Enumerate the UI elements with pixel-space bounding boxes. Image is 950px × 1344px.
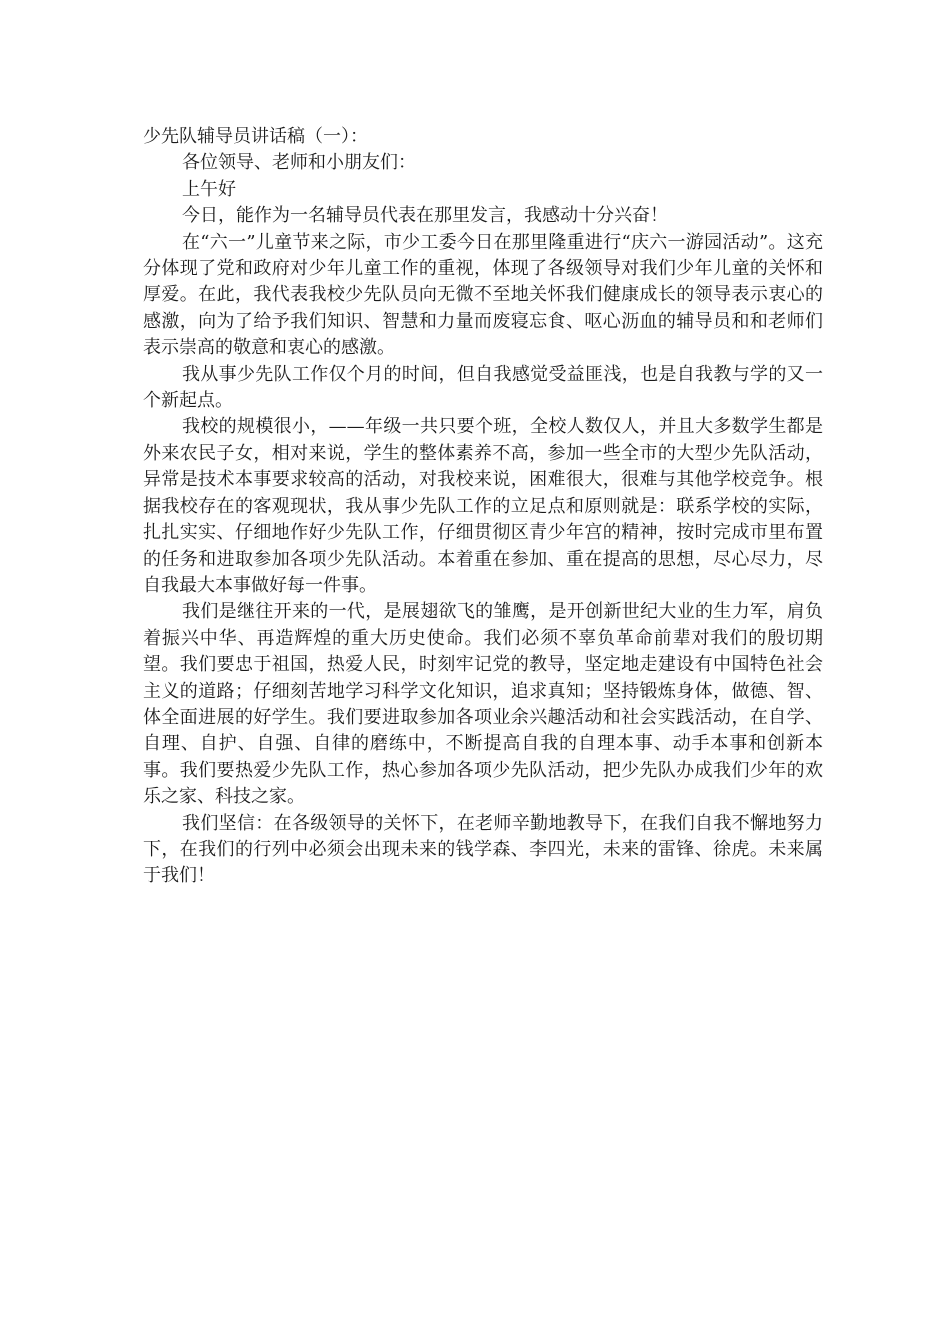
paragraph: 我们是继往开来的一代，是展翅欲飞的雏鹰，是开创新世纪大业的生力军，肩负着振兴中华、再造辉煌的重大历史使命。我们必须不辜负革命前辈对我们的殷切期望。我们要忠于祖国，热爱人民，时刻牢记党的教导，坚定地走建设有中国特色社会主义的道路；仔细刻苦地学习科学文化知识，追求真知；坚持锻炼身体，做德、智、体全面进展的好学生。我们要进取参加各项业余兴趣活动和社会实践活动，在自学、自理、自护、自强、自律的磨练中，不断提高自我的自理本事、动手本事和创新本事。我们要热爱少先队工作，热心参加各项少先队活动，把少先队办成我们少年的欢乐之家、科技之家。	[143, 601, 823, 808]
paragraph: 今日，能作为一名辅导员代表在那里发言，我感动十分兴奋！	[182, 205, 668, 227]
document-page	[143, 124, 823, 890]
salutation: 各位领导、老师和小朋友们：	[182, 152, 416, 174]
paragraph: 我从事少先队工作仅个月的时间，但自我感觉受益匪浅，也是自我教与学的又一个新起点。	[143, 363, 823, 412]
paragraph: 我们坚信：在各级领导的关怀下，在老师辛勤地教导下，在我们自我不懈地努力下，在我们的行列中必须会出现未来的钱学森、李四光，未来的雷锋、徐虎。未来属于我们！	[143, 812, 823, 887]
paragraph: 我校的规模很小，——年级一共只要个班，全校人数仅人，并且大多数学生都是外来农民子女，相对来说，学生的整体素养不高，参加一些全市的大型少先队活动，异常是技术本事要求较高的活动，对我校来说，困难很大，很难与其他学校竞争。根据我校存在的客观现状，我从事少先队工作的立足点和原则就是：联系学校的实际，扎扎实实、仔细地作好少先队工作，仔细贯彻区青少年宫的精神，按时完成市里布置的任务和进取参加各项少先队活动。本着重在参加、重在提高的思想，尽心尽力，尽自我最大本事做好每一件事。	[143, 416, 823, 596]
paragraph: 在“六一”儿童节来之际，市少工委今日在那里隆重进行“庆六一游园活动”。这充分体现了党和政府对少年儿童工作的重视，体现了各级领导对我们少年儿童的关怀和厚爱。在此，我代表我校少先队员向无微不至地关怀我们健康成长的领导表示衷心的感激，向为了给予我们知识、智慧和力量而废寝忘食、呕心沥血的辅导员和和老师们表示崇高的敬意和衷心的感激。	[143, 231, 823, 359]
document-title: 少先队辅导员讲话稿（一）：	[143, 126, 368, 147]
greeting: 上午好	[182, 178, 236, 200]
